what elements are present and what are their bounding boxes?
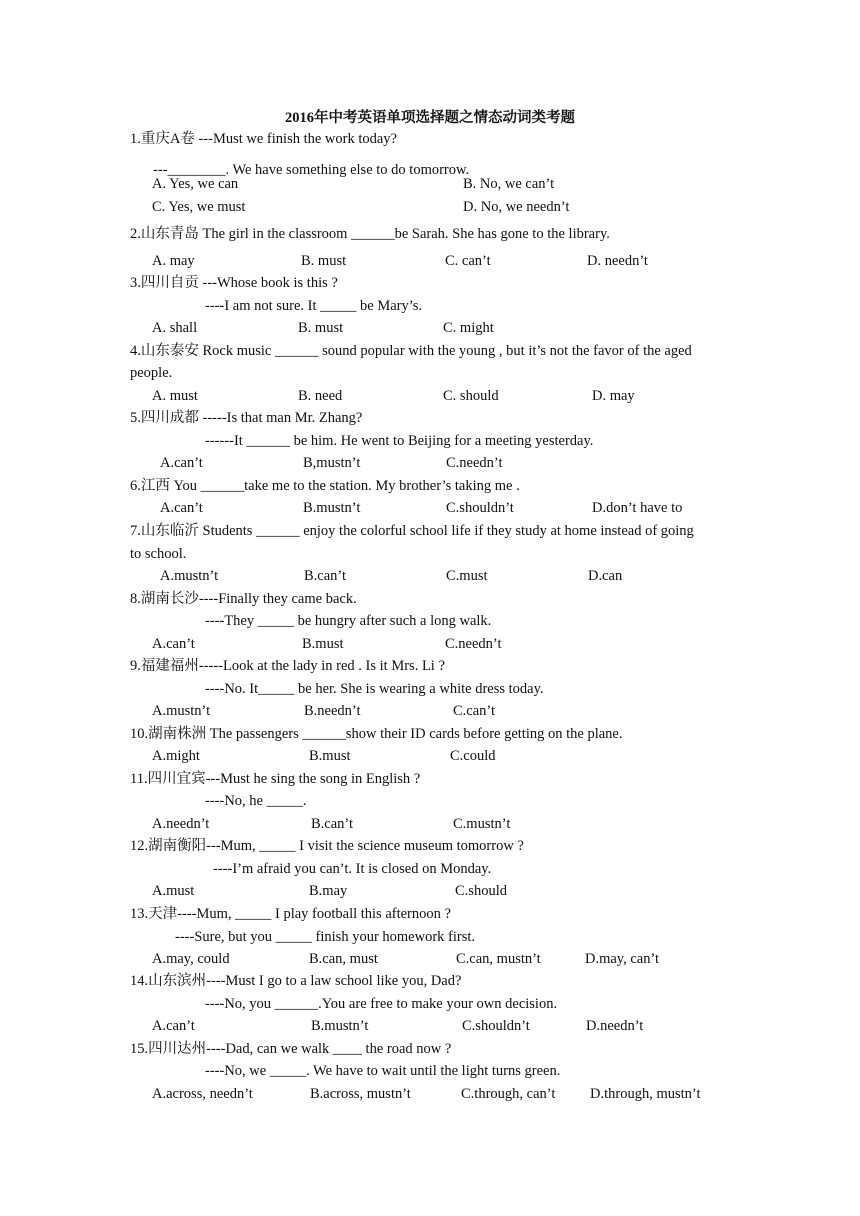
question-6-option-c: C.shouldn’t <box>446 500 514 516</box>
question-15-option-d: D.through, mustn’t <box>590 1086 701 1102</box>
question-10-stem: 10.湖南株洲 The passengers ______show their ID cards before getting on the plane. <box>130 726 623 742</box>
question-5-option-a: A.can’t <box>160 455 203 471</box>
question-13-option-c: C.can, mustn’t <box>456 951 541 967</box>
question-6-stem: 6.江西 You ______take me to the station. My brother’s taking me . <box>130 478 520 494</box>
question-4-stem: 4.山东泰安 Rock music ______ sound popular with the young , but it’s not the favor of the aged <box>130 343 692 359</box>
question-1-option-b: B. No, we can’t <box>463 176 555 192</box>
question-7-option-d: D.can <box>588 568 623 584</box>
question-3-option-c: C. might <box>443 320 494 336</box>
question-4-option-b: B. need <box>298 388 343 404</box>
question-6-option-a: A.can’t <box>160 500 203 516</box>
question-13-line-2: ----Sure, but you _____ finish your homework first. <box>175 929 476 945</box>
question-8-option-a: A.can’t <box>152 636 195 652</box>
question-5-option-c: C.needn’t <box>446 455 503 471</box>
question-4-option-c: C. should <box>443 388 499 404</box>
question-13-option-b: B.can, must <box>309 951 378 967</box>
question-14-stem: 14.山东滨州----Must I go to a law school like you, Dad? <box>130 973 462 989</box>
question-15-option-a: A.across, needn’t <box>152 1086 253 1102</box>
question-3-line-2: ----I am not sure. It _____ be Mary’s. <box>205 298 423 314</box>
question-15-stem: 15.四川达州----Dad, can we walk ____ the road now ? <box>130 1041 452 1057</box>
question-2-stem: 2.山东青岛 The girl in the classroom ______be Sarah. She has gone to the library. <box>130 226 610 242</box>
question-1-option-a: A. Yes, we can <box>152 176 239 192</box>
question-8-line-2: ----They _____ be hungry after such a long walk. <box>205 613 492 629</box>
question-12-stem: 12.湖南衡阳---Mum, _____ I visit the science museum tomorrow ? <box>130 838 524 854</box>
question-11-option-a: A.needn’t <box>152 816 210 832</box>
question-14-option-c: C.shouldn’t <box>462 1018 530 1034</box>
question-9-stem: 9.福建福州-----Look at the lady in red . Is it Mrs. Li ? <box>130 658 445 674</box>
question-14-line-2: ----No, you ______.You are free to make your own decision. <box>205 996 558 1012</box>
question-8-stem: 8.湖南长沙----Finally they came back. <box>130 591 357 607</box>
question-9-option-b: B.needn’t <box>304 703 361 719</box>
document-title: 2016年中考英语单项选择题之情态动词类考题 <box>285 110 575 126</box>
question-5-option-b: B,mustn’t <box>303 455 361 471</box>
question-13-option-d: D.may, can’t <box>585 951 660 967</box>
question-5-stem: 5.四川成都 -----Is that man Mr. Zhang? <box>130 410 363 426</box>
question-14-option-a: A.can’t <box>152 1018 195 1034</box>
question-10-option-c: C.could <box>450 748 496 764</box>
question-12-option-b: B.may <box>309 883 348 899</box>
question-7-line-2: to school. <box>130 546 187 562</box>
question-2-option-a: A. may <box>152 253 195 269</box>
question-1-line-2: ---________. We have something else to do tomorrow. <box>153 162 470 178</box>
question-9-option-c: C.can’t <box>453 703 496 719</box>
question-4-option-d: D. may <box>592 388 635 404</box>
question-11-option-b: B.can’t <box>311 816 354 832</box>
question-15-option-b: B.across, mustn’t <box>310 1086 411 1102</box>
question-2-option-b: B. must <box>301 253 347 269</box>
question-12-option-c: C.should <box>455 883 507 899</box>
question-11-line-2: ----No, he _____. <box>205 793 307 809</box>
question-15-option-c: C.through, can’t <box>461 1086 556 1102</box>
question-10-option-b: B.must <box>309 748 351 764</box>
question-6-option-d: D.don’t have to <box>592 500 683 516</box>
question-8-option-b: B.must <box>302 636 344 652</box>
question-1-option-d: D. No, we needn’t <box>463 199 570 215</box>
question-6-option-b: B.mustn’t <box>303 500 361 516</box>
question-3-option-a: A. shall <box>152 320 198 336</box>
question-7-option-b: B.can’t <box>304 568 347 584</box>
question-2-option-d: D. needn’t <box>587 253 648 269</box>
question-9-line-2: ----No. It_____ be her. She is wearing a white dress today. <box>205 681 544 697</box>
question-12-option-a: A.must <box>152 883 195 899</box>
question-13-stem: 13.天津----Mum, _____ I play football this afternoon ? <box>130 906 451 922</box>
question-8-option-c: C.needn’t <box>445 636 502 652</box>
question-13-option-a: A.may, could <box>152 951 230 967</box>
question-14-option-d: D.needn’t <box>586 1018 644 1034</box>
question-1-option-c: C. Yes, we must <box>152 199 246 215</box>
question-9-option-a: A.mustn’t <box>152 703 211 719</box>
question-12-line-2: ----I’m afraid you can’t. It is closed on Monday. <box>213 861 492 877</box>
question-14-option-b: B.mustn’t <box>311 1018 369 1034</box>
question-2-option-c: C. can’t <box>445 253 491 269</box>
question-11-stem: 11.四川宜宾---Must he sing the song in English ? <box>130 771 421 787</box>
question-5-line-2: ------It ______ be him. He went to Beijing for a meeting yesterday. <box>205 433 594 449</box>
question-4-line-2: people. <box>130 365 173 381</box>
question-7-option-c: C.must <box>446 568 488 584</box>
question-3-option-b: B. must <box>298 320 344 336</box>
question-1-stem: 1.重庆A卷 ---Must we finish the work today? <box>130 131 397 147</box>
question-15-line-2: ----No, we _____. We have to wait until the light turns green. <box>205 1063 561 1079</box>
question-7-stem: 7.山东临沂 Students ______ enjoy the colorful school life if they study at home instead of going <box>130 523 694 539</box>
question-10-option-a: A.might <box>152 748 200 764</box>
question-11-option-c: C.mustn’t <box>453 816 511 832</box>
question-7-option-a: A.mustn’t <box>160 568 219 584</box>
question-3-stem: 3.四川自贡 ---Whose book is this ? <box>130 275 338 291</box>
question-4-option-a: A. must <box>152 388 198 404</box>
